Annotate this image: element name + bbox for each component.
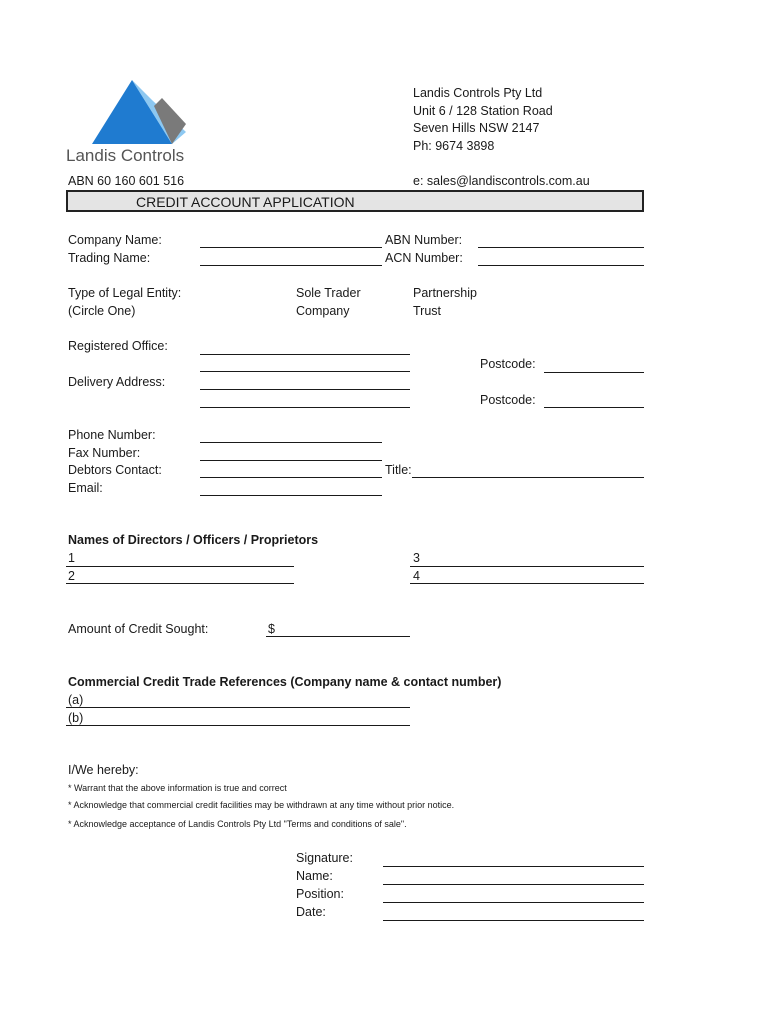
date-field[interactable]: [383, 920, 644, 921]
form-title-banner: [66, 190, 644, 212]
acn-number-label: ACN Number:: [385, 251, 463, 265]
director-number-1: 1: [68, 551, 75, 565]
fax-label: Fax Number:: [68, 446, 141, 460]
company-abn: ABN 60 160 601 516: [68, 174, 185, 188]
trading-name-field[interactable]: [200, 265, 382, 266]
delivery-address-label: Delivery Address:: [68, 375, 166, 389]
director-4-field[interactable]: [410, 583, 644, 584]
declaration-item: * Acknowledge acceptance of Landis Controls Pty Ltd "Terms and conditions of sale".: [68, 819, 407, 829]
position-label: Position:: [296, 887, 344, 901]
address-line: Landis Controls Pty Ltd: [413, 86, 543, 100]
entity-option-partnership[interactable]: Partnership: [413, 286, 477, 300]
directors-heading: Names of Directors / Officers / Proprietors: [68, 533, 319, 547]
declaration-item: * Warrant that the above information is true and correct: [68, 783, 287, 793]
delivery-address-field-2[interactable]: [200, 407, 410, 408]
abn-number-field[interactable]: [478, 247, 644, 248]
dollar-sign: $: [268, 622, 275, 636]
director-2-field[interactable]: [66, 583, 294, 584]
trading-name-label: Trading Name:: [68, 251, 151, 265]
title-label: Title:: [385, 463, 412, 477]
date-label: Date:: [296, 905, 326, 919]
phone-field[interactable]: [200, 442, 382, 443]
registered-office-field-2[interactable]: [200, 371, 410, 372]
registered-postcode-label: Postcode:: [480, 357, 536, 371]
company-logo: [66, 78, 216, 166]
reference-a-field[interactable]: [66, 707, 410, 708]
delivery-postcode-label: Postcode:: [480, 393, 536, 407]
form-title: CREDIT ACCOUNT APPLICATION: [136, 194, 355, 210]
director-number-4: 4: [413, 569, 420, 583]
fax-field[interactable]: [200, 460, 382, 461]
declaration-item: * Acknowledge that commercial credit facilities may be withdrawn at any time without prior notice.: [68, 800, 455, 810]
credit-sought-label: Amount of Credit Sought:: [68, 622, 209, 636]
logo-wordmark: Landis Controls: [66, 146, 185, 165]
entity-option-trust[interactable]: Trust: [413, 304, 442, 318]
signature-field[interactable]: [383, 866, 644, 867]
director-1-field[interactable]: [66, 566, 294, 567]
registered-office-label: Registered Office:: [68, 339, 168, 353]
delivery-address-field[interactable]: [200, 389, 410, 390]
entity-option-sole-trader[interactable]: Sole Trader: [296, 286, 361, 300]
address-line: Ph: 9674 3898: [413, 138, 495, 153]
address-line: Seven Hills NSW 2147: [413, 121, 540, 135]
name-field[interactable]: [383, 884, 644, 885]
position-field[interactable]: [383, 902, 644, 903]
abn-number-label: ABN Number:: [385, 233, 463, 247]
phone-label: Phone Number:: [68, 428, 156, 442]
acn-number-field[interactable]: [478, 265, 644, 266]
company-email: e: sales@landiscontrols.com.au: [413, 174, 590, 188]
email-label: Email:: [68, 481, 103, 495]
title-field[interactable]: [412, 477, 644, 478]
company-address: [413, 86, 553, 156]
company-name-field[interactable]: [200, 247, 382, 248]
name-label: Name:: [296, 869, 333, 883]
company-name-label: Company Name:: [68, 233, 162, 247]
reference-b-label: (b): [68, 711, 84, 725]
address-line: Unit 6 / 128 Station Road: [413, 103, 553, 118]
email-field[interactable]: [200, 495, 382, 496]
credit-sought-field[interactable]: [266, 636, 410, 637]
director-number-2: 2: [68, 569, 75, 583]
director-number-3: 3: [413, 551, 420, 565]
legal-entity-label: Type of Legal Entity:: [68, 286, 182, 300]
hereby-label: I/We hereby:: [68, 763, 139, 777]
logo-triangle-icon: [90, 78, 220, 148]
delivery-postcode-field[interactable]: [544, 407, 644, 408]
registered-postcode-field[interactable]: [544, 372, 644, 373]
reference-b-field[interactable]: [66, 725, 410, 726]
debtors-contact-field[interactable]: [200, 477, 382, 478]
circle-one-label: (Circle One): [68, 304, 136, 318]
registered-office-field[interactable]: [200, 354, 410, 355]
entity-option-company[interactable]: Company: [296, 304, 350, 318]
references-heading: Commercial Credit Trade References (Company name & contact number): [68, 675, 502, 689]
signature-label: Signature:: [296, 851, 353, 865]
director-3-field[interactable]: [410, 566, 644, 567]
reference-a-label: (a): [68, 693, 84, 707]
debtors-contact-label: Debtors Contact:: [68, 463, 162, 477]
